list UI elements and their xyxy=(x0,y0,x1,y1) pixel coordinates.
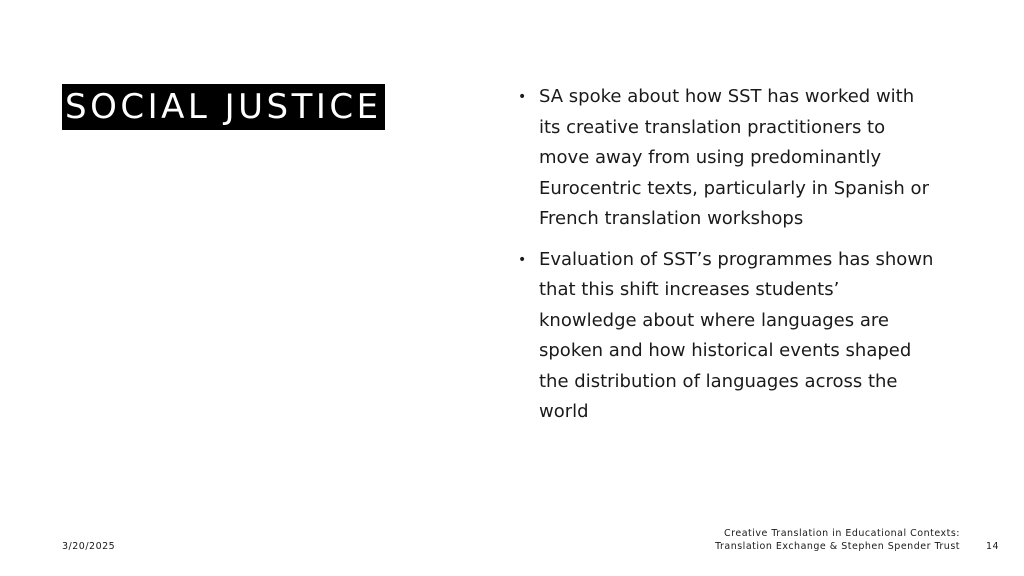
slide-title: SOCIAL JUSTICE xyxy=(65,87,382,127)
footer-date: 3/20/2025 xyxy=(62,541,116,552)
footer-caption-line: Translation Exchange & Stephen Spender Trust xyxy=(715,541,960,552)
footer-caption-line: Creative Translation in Educational Contexts: xyxy=(724,528,960,539)
bullet-item xyxy=(516,82,936,235)
slide-title-box xyxy=(62,84,385,130)
bullet-list xyxy=(516,82,936,438)
bullet-dot-icon: • xyxy=(518,251,527,268)
bullet-text: Evaluation of SST’s programmes has shown that this shift increases students’ knowledge about where languages are spoken and how historical events shaped the distribution of languages across the world xyxy=(539,248,934,422)
page-number: 14 xyxy=(986,541,1000,552)
bullet-item xyxy=(516,245,936,428)
footer-caption xyxy=(715,527,960,553)
bullet-dot-icon: • xyxy=(518,89,527,105)
bullet-text: SA spoke about how SST has worked with its creative translation practitioners to move away from using predominantly Eurocentric texts, particularly in Spanish or French translation workshops xyxy=(539,86,929,229)
